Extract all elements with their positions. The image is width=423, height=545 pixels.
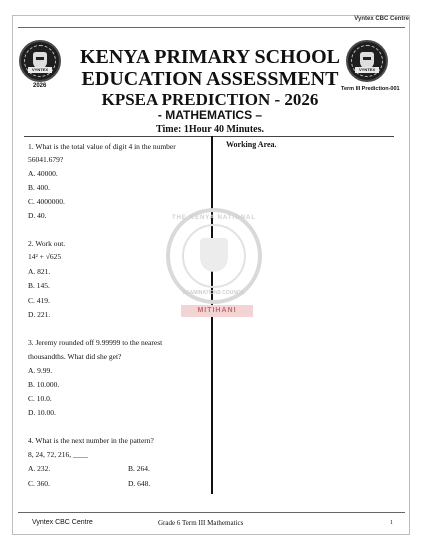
title-line-2: EDUCATION ASSESSMENT xyxy=(81,68,339,90)
question-3-option-d[interactable]: D. 10.00. xyxy=(28,408,56,417)
question-1-option-d[interactable]: D. 40. xyxy=(28,211,47,220)
question-2-option-d[interactable]: D. 221. xyxy=(28,310,51,319)
question-4-pattern: 8, 24, 72, 216, ____ xyxy=(28,450,88,459)
question-1-stem: 1. What is the total value of digit 4 in the number xyxy=(28,142,176,151)
question-4-option-b[interactable]: B. 264. xyxy=(128,464,150,473)
watermark-emblem-icon xyxy=(200,238,228,272)
question-1-option-b[interactable]: B. 400. xyxy=(28,183,50,192)
shield-icon xyxy=(33,52,47,69)
footer-title: Grade 6 Term III Mathematics xyxy=(158,519,244,527)
school-seal-left xyxy=(19,40,61,82)
seal-year: 2026 xyxy=(33,83,47,89)
question-3-option-a[interactable]: A. 9.99. xyxy=(28,366,53,375)
shield-icon xyxy=(360,52,374,69)
question-3-stem: 3. Jeremy rounded off 9.99999 to the nearest xyxy=(28,338,163,347)
footer-brand: Vyntex CBC Centre xyxy=(32,519,93,526)
watermark-ribbon: MITIHANI xyxy=(181,305,253,317)
seal-text: VYNTEX xyxy=(28,67,52,73)
page-number: 1 xyxy=(390,520,393,526)
question-2-expression: 14² + √625 xyxy=(28,252,62,261)
school-seal-right xyxy=(346,40,388,82)
subject-title: - MATHEMATICS – xyxy=(157,108,263,122)
header-brand: Vyntex CBC Centre xyxy=(354,16,409,22)
council-watermark xyxy=(166,208,262,304)
question-2-option-c[interactable]: C. 419. xyxy=(28,296,50,305)
question-2-stem: 2. Work out. xyxy=(28,239,66,248)
question-4-option-c[interactable]: C. 360. xyxy=(28,479,50,488)
watermark-bottom-text: EXAMINATIONS COUNCIL xyxy=(182,290,246,296)
question-2-option-b[interactable]: B. 145. xyxy=(28,281,50,290)
question-3-stem-cont: thousandths. What did she get? xyxy=(28,352,122,361)
question-4-stem: 4. What is the next number in the pattern? xyxy=(28,436,154,445)
title-line-3: KPSEA PREDICTION - 2026 xyxy=(101,90,319,109)
seal-text: VYNTEX xyxy=(355,67,379,73)
question-2-option-a[interactable]: A. 821. xyxy=(28,267,51,276)
question-4-option-d[interactable]: D. 648. xyxy=(128,479,151,488)
question-3-option-c[interactable]: C. 10.0. xyxy=(28,394,52,403)
paper-code: Term III Prediction-001 xyxy=(341,86,400,92)
question-1-option-a[interactable]: A. 40000. xyxy=(28,169,58,178)
body-divider xyxy=(24,136,394,137)
question-3-option-b[interactable]: B. 10.000. xyxy=(28,380,60,389)
question-1-stem-cont: 56041.679? xyxy=(28,155,64,164)
exam-time: Time: 1Hour 40 Minutes. xyxy=(156,124,264,135)
footer-divider xyxy=(18,512,405,513)
working-area-label: Working Area. xyxy=(226,140,277,149)
question-1-option-c[interactable]: C. 4000000. xyxy=(28,197,65,206)
title-line-1: KENYA PRIMARY SCHOOL xyxy=(79,46,341,68)
watermark-top-text: THE KENYA NATIONAL xyxy=(171,215,257,221)
question-4-option-a[interactable]: A. 232. xyxy=(28,464,51,473)
header-divider xyxy=(18,27,405,28)
